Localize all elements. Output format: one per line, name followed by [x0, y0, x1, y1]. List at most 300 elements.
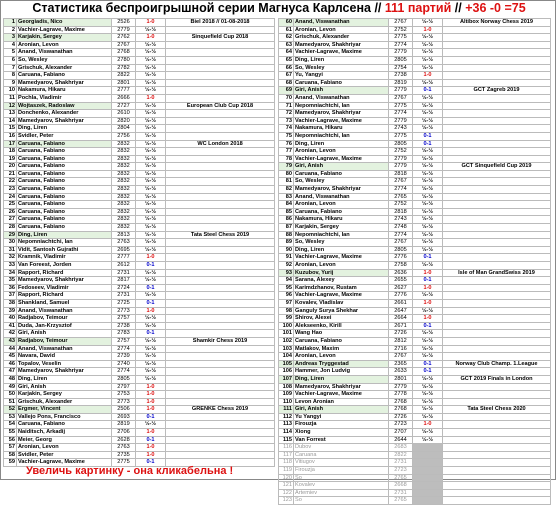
table-row: [4, 246, 275, 254]
game-number: 80: [279, 170, 294, 178]
game-number: 113: [279, 421, 294, 429]
game-result: ½-½: [413, 34, 443, 42]
game-number: 34: [4, 269, 17, 277]
opponent-rating: 2365: [389, 360, 413, 368]
event-label: [166, 26, 275, 34]
opponent-rating: 2832: [112, 140, 136, 148]
game-number: 120: [279, 474, 294, 482]
opponent-name: Wang Hao: [294, 330, 389, 338]
opponent-name: Rapport, Richard: [17, 292, 112, 300]
game-number: 98: [279, 307, 294, 315]
game-result: 0-1: [136, 330, 166, 338]
game-result: ½-½: [136, 277, 166, 285]
table-row: [279, 224, 551, 232]
game-result: ½-½: [136, 292, 166, 300]
table-row: [4, 262, 275, 270]
game-result: 0-1: [413, 368, 443, 376]
table-row: [4, 299, 275, 307]
game-number: 103: [279, 345, 294, 353]
table-row: [279, 201, 551, 209]
event-label: [443, 186, 551, 194]
table-row: [4, 406, 275, 414]
opponent-name: Svidler, Peter: [17, 132, 112, 140]
event-label: [166, 269, 275, 277]
event-label: [166, 451, 275, 459]
game-result: ½-½: [413, 231, 443, 239]
opponent-name: Matlakov, Maxim: [294, 345, 389, 353]
game-number: 110: [279, 398, 294, 406]
table-row: [4, 26, 275, 34]
opponent-rating: 2757: [112, 337, 136, 345]
opponent-name: Van Forrest: [294, 436, 389, 444]
game-result: 0-1: [136, 459, 166, 467]
opponent-name: Mamedyarov, Shakhriyar: [294, 110, 389, 118]
opponent-rating: 2668: [389, 482, 413, 490]
table-row: [4, 345, 275, 353]
event-label: [166, 125, 275, 133]
opponent-rating: 2778: [389, 391, 413, 399]
table-row: [4, 444, 275, 452]
opponent-name: So, Wesley: [17, 56, 112, 64]
game-result: ½-½: [136, 322, 166, 330]
table-row: [279, 474, 551, 482]
game-result: 1-0: [413, 299, 443, 307]
opponent-rating: 2757: [112, 315, 136, 323]
opponent-name: Shankland, Samuel: [17, 299, 112, 307]
game-result: 0-1: [413, 132, 443, 140]
table-row: [279, 216, 551, 224]
opponent-rating: 2774: [112, 368, 136, 376]
game-number: 95: [279, 284, 294, 292]
game-result: ½-½: [136, 224, 166, 232]
event-label: WC London 2018: [166, 140, 275, 148]
game-number: 43: [4, 337, 17, 345]
table-row: [279, 34, 551, 42]
opponent-rating: 2610: [112, 110, 136, 118]
opponent-rating: 2797: [112, 383, 136, 391]
game-number: 41: [4, 322, 17, 330]
opponent-name: Fedoseev, Vladimir: [17, 284, 112, 292]
game-number: 51: [4, 398, 17, 406]
table-row: [4, 87, 275, 95]
game-number: 57: [4, 444, 17, 452]
table-row: [4, 208, 275, 216]
opponent-name: Donchenko, Alexander: [17, 110, 112, 118]
game-result: ½-½: [413, 110, 443, 118]
opponent-rating: 2752: [389, 148, 413, 156]
game-number: 23: [4, 186, 17, 194]
title-separator: //: [454, 1, 462, 15]
game-result: ½-½: [413, 262, 443, 270]
table-row: [279, 193, 551, 201]
title-games: 111 партий: [384, 1, 452, 15]
game-number: 114: [279, 429, 294, 437]
event-label: [166, 72, 275, 80]
event-label: [166, 262, 275, 270]
event-label: [443, 391, 551, 399]
opponent-rating: 2752: [389, 26, 413, 34]
opponent-name: Kramnik, Vladimir: [17, 254, 112, 262]
event-label: [166, 170, 275, 178]
table-row: [279, 482, 551, 490]
game-result: [413, 474, 443, 482]
event-label: [166, 429, 275, 437]
game-result: ½-½: [413, 208, 443, 216]
game-number: 117: [279, 451, 294, 459]
game-result: ½-½: [413, 246, 443, 254]
event-label: [443, 49, 551, 57]
opponent-name: Ding, Liren: [294, 56, 389, 64]
game-result: 0-1: [136, 284, 166, 292]
game-result: ½-½: [136, 421, 166, 429]
opponent-rating: 2723: [389, 421, 413, 429]
table-row: [279, 497, 551, 505]
opponent-rating: 2767: [112, 41, 136, 49]
event-label: [443, 140, 551, 148]
game-number: 87: [279, 224, 294, 232]
game-number: 19: [4, 155, 17, 163]
game-number: 48: [4, 375, 17, 383]
table-row: [279, 262, 551, 270]
event-label: [443, 429, 551, 437]
opponent-rating: 2779: [389, 383, 413, 391]
game-number: 81: [279, 178, 294, 186]
opponent-name: Caruana, Fabiano: [17, 186, 112, 194]
game-number: 8: [4, 72, 17, 80]
event-label: [443, 383, 551, 391]
table-row: [4, 375, 275, 383]
opponent-rating: 2773: [112, 398, 136, 406]
game-number: 83: [279, 193, 294, 201]
game-number: 38: [4, 299, 17, 307]
opponent-name: Duda, Jan-Krzysztof: [17, 322, 112, 330]
game-result: 1-0: [413, 269, 443, 277]
opponent-name: Aronian, Levon: [294, 26, 389, 34]
opponent-name: Caruana, Fabiano: [17, 216, 112, 224]
table-row: [279, 368, 551, 376]
opponent-name: Vitiugov: [294, 459, 389, 467]
game-result: ½-½: [413, 292, 443, 300]
game-result: 0-1: [413, 140, 443, 148]
event-label: [166, 193, 275, 201]
opponent-rating: 2820: [112, 117, 136, 125]
game-result: ½-½: [136, 110, 166, 118]
event-label: GCT Zagreb 2019: [443, 87, 551, 95]
opponent-name: Vachier-Lagrave, Maxime: [294, 292, 389, 300]
game-result: ½-½: [136, 56, 166, 64]
opponent-name: Ganguly Surya Shekhar: [294, 307, 389, 315]
opponent-rating: 2779: [112, 26, 136, 34]
game-result: 0-1: [413, 277, 443, 285]
game-result: 0-1: [413, 87, 443, 95]
game-result: ½-½: [413, 155, 443, 163]
event-label: [166, 322, 275, 330]
opponent-name: Nakamura, Hikaru: [17, 87, 112, 95]
opponent-name: Naiditsch, Arkadij: [17, 429, 112, 437]
game-number: 112: [279, 413, 294, 421]
game-result: 0-1: [136, 413, 166, 421]
game-number: 82: [279, 186, 294, 194]
game-number: 12: [4, 102, 17, 110]
table-row: [279, 170, 551, 178]
game-result: ½-½: [136, 375, 166, 383]
game-result: 1-0: [136, 383, 166, 391]
event-label: [166, 246, 275, 254]
table-row: [4, 110, 275, 118]
opponent-rating: 2738: [112, 322, 136, 330]
event-label: [166, 345, 275, 353]
event-label: [166, 148, 275, 156]
game-number: 84: [279, 201, 294, 209]
opponent-rating: 2655: [389, 277, 413, 285]
event-label: [443, 231, 551, 239]
game-result: ½-½: [136, 345, 166, 353]
game-result: ½-½: [136, 337, 166, 345]
opponent-name: Caruana, Fabiano: [17, 193, 112, 201]
opponent-name: Ergmer, Vincent: [17, 406, 112, 414]
opponent-name: Georgiadis, Nico: [17, 19, 112, 27]
game-number: 115: [279, 436, 294, 444]
game-result: ½-½: [136, 41, 166, 49]
game-number: 46: [4, 360, 17, 368]
table-row: [279, 307, 551, 315]
event-label: [443, 26, 551, 34]
table-row: [279, 315, 551, 323]
event-label: [166, 132, 275, 140]
opponent-name: Karimdzhanov, Rustam: [294, 284, 389, 292]
game-number: 15: [4, 125, 17, 133]
table-row: [4, 56, 275, 64]
event-label: [166, 41, 275, 49]
opponent-name: Rapport, Richard: [17, 269, 112, 277]
game-number: 78: [279, 155, 294, 163]
opponent-rating: 2748: [389, 224, 413, 232]
game-result: ½-½: [413, 41, 443, 49]
game-result: ½-½: [413, 391, 443, 399]
opponent-name: Shirov, Alexei: [294, 315, 389, 323]
opponent-rating: 2779: [389, 155, 413, 163]
opponent-rating: 2628: [112, 436, 136, 444]
opponent-name: Caruana, Fabiano: [294, 170, 389, 178]
event-label: European Club Cup 2018: [166, 102, 275, 110]
game-number: 7: [4, 64, 17, 72]
game-result: ½-½: [413, 193, 443, 201]
game-result: 1-0: [136, 307, 166, 315]
opponent-rating: 2683: [389, 444, 413, 452]
game-result: 0-1: [136, 436, 166, 444]
opponent-name: Grischuk, Alexander: [17, 398, 112, 406]
opponent-rating: 2812: [389, 337, 413, 345]
event-label: [166, 201, 275, 209]
game-result: ½-½: [413, 413, 443, 421]
game-number: 99: [279, 315, 294, 323]
opponent-name: Mamedyarov, Shakhriyar: [294, 41, 389, 49]
table-row: [279, 87, 551, 95]
opponent-name: Nepomniachtchi, Ian: [294, 132, 389, 140]
opponent-name: Anand, Viswanathan: [17, 49, 112, 57]
game-number: 122: [279, 489, 294, 497]
game-number: 10: [4, 87, 17, 95]
opponent-rating: 2768: [389, 406, 413, 414]
opponent-name: Vidit, Santosh Gujrathi: [17, 246, 112, 254]
game-number: 35: [4, 277, 17, 285]
game-result: 1-0: [136, 254, 166, 262]
game-number: 75: [279, 132, 294, 140]
game-result: ½-½: [136, 155, 166, 163]
game-result: ½-½: [136, 132, 166, 140]
opponent-rating: 2758: [389, 262, 413, 270]
opponent-name: Aronian, Levon: [294, 353, 389, 361]
opponent-name: Kuzubov, Yurij: [294, 269, 389, 277]
opponent-rating: 2775: [389, 132, 413, 140]
game-number: 108: [279, 383, 294, 391]
opponent-rating: 2774: [389, 231, 413, 239]
event-label: GCT Sinquefield Cup 2019: [443, 163, 551, 171]
game-number: 66: [279, 64, 294, 72]
opponent-rating: 2671: [389, 322, 413, 330]
event-label: [443, 398, 551, 406]
game-number: 105: [279, 360, 294, 368]
opponent-rating: 2801: [389, 375, 413, 383]
game-result: ½-½: [413, 170, 443, 178]
opponent-rating: 2767: [389, 19, 413, 27]
game-number: 5: [4, 49, 17, 57]
game-number: 4: [4, 41, 17, 49]
table-row: [4, 201, 275, 209]
opponent-rating: 2723: [389, 467, 413, 475]
opponent-name: Kovalev, Vladislav: [294, 299, 389, 307]
game-number: 30: [4, 239, 17, 247]
game-number: 40: [4, 315, 17, 323]
opponent-name: Van Foreest, Jorden: [17, 262, 112, 270]
event-label: [166, 307, 275, 315]
table-row: [4, 125, 275, 133]
opponent-rating: 2779: [389, 163, 413, 171]
opponent-rating: 2832: [112, 216, 136, 224]
opponent-rating: 2779: [389, 87, 413, 95]
game-result: ½-½: [136, 87, 166, 95]
game-result: 1-0: [136, 429, 166, 437]
opponent-name: Anand, Viswanathan: [17, 307, 112, 315]
table-row: [279, 41, 551, 49]
game-result: ½-½: [413, 330, 443, 338]
game-number: 70: [279, 94, 294, 102]
game-number: 50: [4, 391, 17, 399]
game-number: 9: [4, 79, 17, 87]
table-row: [279, 231, 551, 239]
game-result: ½-½: [413, 436, 443, 444]
event-label: [443, 41, 551, 49]
table-row: [4, 102, 275, 110]
game-result: ½-½: [413, 307, 443, 315]
opponent-name: Anand, Viswanathan: [17, 345, 112, 353]
opponent-name: Ding, Liren: [294, 375, 389, 383]
opponent-rating: 2695: [112, 246, 136, 254]
opponent-name: Sarana, Alexey: [294, 277, 389, 285]
opponent-rating: 2767: [389, 239, 413, 247]
game-result: [413, 489, 443, 497]
opponent-name: Vachier-Lagrave, Maxime: [17, 459, 112, 467]
click-hint: Увеличь картинку - она кликабельна !: [26, 465, 234, 477]
opponent-name: Radjabov, Teimour: [17, 337, 112, 345]
game-number: 85: [279, 208, 294, 216]
opponent-rating: 2813: [112, 231, 136, 239]
game-number: 67: [279, 72, 294, 80]
game-number: 24: [4, 193, 17, 201]
game-number: 93: [279, 269, 294, 277]
game-result: ½-½: [136, 26, 166, 34]
table-row: [4, 140, 275, 148]
table-row: [4, 132, 275, 140]
event-label: [166, 315, 275, 323]
game-result: 1-0: [136, 444, 166, 452]
table-row: [4, 49, 275, 57]
table-row: [279, 155, 551, 163]
game-number: 68: [279, 79, 294, 87]
opponent-name: Caruana, Fabiano: [17, 224, 112, 232]
game-number: 118: [279, 459, 294, 467]
game-number: 101: [279, 330, 294, 338]
event-label: [443, 216, 551, 224]
game-number: 27: [4, 216, 17, 224]
game-result: ½-½: [136, 216, 166, 224]
event-label: [443, 299, 551, 307]
opponent-rating: 2782: [112, 64, 136, 72]
game-number: 104: [279, 353, 294, 361]
opponent-name: Aronian, Levon: [294, 262, 389, 270]
games-table-left: [3, 18, 275, 467]
table-row: [279, 239, 551, 247]
opponent-rating: 2735: [112, 451, 136, 459]
opponent-name: Yu, Yangyi: [294, 72, 389, 80]
event-label: [443, 421, 551, 429]
table-row: [279, 467, 551, 475]
table-row: [4, 368, 275, 376]
table-row: [279, 26, 551, 34]
opponent-rating: 2818: [389, 208, 413, 216]
game-number: 60: [279, 19, 294, 27]
event-label: [166, 110, 275, 118]
opponent-rating: 2805: [389, 56, 413, 64]
table-row: [279, 148, 551, 156]
table-row: [4, 436, 275, 444]
table-row: [4, 421, 275, 429]
opponent-name: Mamedyarov, Shakhriyar: [294, 383, 389, 391]
game-number: 64: [279, 49, 294, 57]
table-row: [4, 117, 275, 125]
event-label: [443, 64, 551, 72]
table-row: [4, 254, 275, 262]
table-row: [279, 269, 551, 277]
opponent-rating: 2775: [389, 34, 413, 42]
event-label: [166, 436, 275, 444]
event-label: [443, 459, 551, 467]
event-label: Biel 2018 // 01-08-2018: [166, 19, 275, 27]
opponent-name: Nakamura, Hikaru: [294, 216, 389, 224]
game-number: 31: [4, 246, 17, 254]
game-number: 36: [4, 284, 17, 292]
opponent-name: Alekseenko, Kirill: [294, 322, 389, 330]
table-row: [279, 246, 551, 254]
opponent-rating: 2727: [112, 102, 136, 110]
opponent-rating: 2768: [389, 398, 413, 406]
opponent-name: Caruana, Fabiano: [17, 178, 112, 186]
game-result: 1-0: [136, 451, 166, 459]
table-row: [4, 315, 275, 323]
opponent-rating: 2661: [389, 299, 413, 307]
game-number: 26: [4, 208, 17, 216]
opponent-name: Caruana, Fabiano: [17, 155, 112, 163]
